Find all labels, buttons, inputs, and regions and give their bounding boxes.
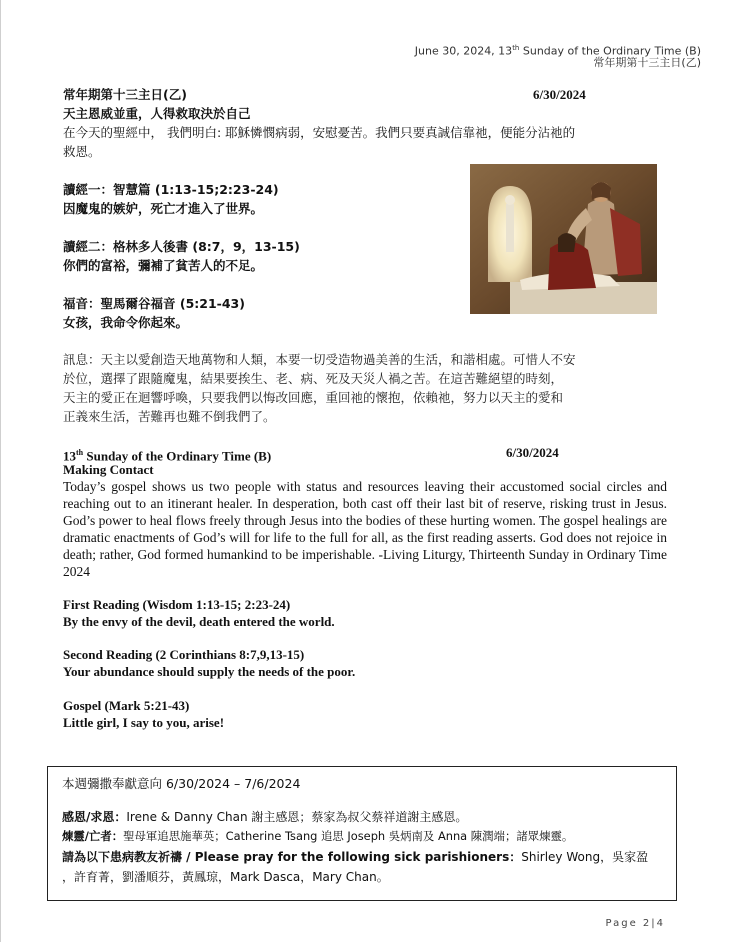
chinese-message-line-1: 訊息：天主以愛創造天地萬物和人類，本要一切受造物過美善的生活，和諧相處。可惜人不安	[63, 352, 576, 367]
chinese-message	[63, 350, 667, 426]
sick-intention: 請為以下患病教友祈禱 / Please pray for the following sick parishioners：Shirley Wong，吳家盈	[62, 850, 649, 864]
english-reading2-title: Second Reading (2 Corinthians 8:7,9,13-15)	[63, 647, 305, 662]
chinese-intro-line-1: 在今天的聖經中， 我們明白: 耶穌憐憫病弱，安慰憂苦。我們只要真誠信靠祂，便能分沾祂的	[63, 125, 576, 140]
chinese-date: 6/30/2024	[533, 87, 586, 102]
english-reading1-text: By the envy of the devil, death entered the world.	[63, 614, 335, 629]
chinese-intro-line-2: 救恩。	[63, 144, 101, 159]
header-chinese-title: 常年期第十三主日(乙)	[593, 56, 701, 69]
english-gospel-text: Little girl, I say to you, arise!	[63, 715, 225, 730]
english-subtitle: Making Contact	[63, 462, 154, 477]
page-number: Page 2|4	[605, 918, 665, 929]
mass-intentions-box	[47, 766, 677, 901]
gospel-painting	[470, 164, 657, 314]
sick-names-continued: ，許育菁，劉潘順芬，黃鳳琼，Mark Dasca，Mary Chan。	[62, 870, 389, 884]
chinese-theme: 天主恩威並重，人得救取決於自己	[63, 106, 251, 121]
chinese-message-line-3: 天主的愛正在迴響呼喚，只要我們以悔改回應，重回祂的懷抱，依賴祂，努力以天主的愛和	[63, 390, 564, 405]
chinese-reading1-text: 因魔鬼的嫉妒，死亡才進入了世界。	[63, 201, 264, 216]
english-title: 13th Sunday of the Ordinary Time (B)	[63, 448, 272, 464]
souls-intention: 煉靈/亡者：聖母軍追思施華英；Catherine Tsang 追思 Joseph 吳炳南及 Anna 陳潤端；諸眾煉靈。	[62, 829, 574, 843]
header-date-line: June 30, 2024, 13th Sunday of the Ordinary Time (B)	[414, 44, 701, 58]
chinese-gospel-title: 福音：聖馬爾谷福音 (5:21-43)	[63, 296, 245, 311]
english-gospel-title: Gospel (Mark 5:21-43)	[63, 698, 190, 713]
english-reading2-text: Your abundance should supply the needs of the poor.	[63, 664, 356, 679]
chinese-message-line-2: 於位，選擇了跟隨魔鬼，結果要挨生、老、病、死及天災人禍之苦。在這苦難絕望的時刻，	[63, 371, 564, 386]
gospel-painting-art	[470, 164, 657, 314]
chinese-reading1-title: 讀經一：智慧篇 (1:13-15;2:23-24)	[63, 182, 279, 197]
english-date: 6/30/2024	[506, 445, 559, 460]
english-reflection: Today’s gospel shows us two people with status and resources leaving their accustomed social circles and reaching out to an itinerant healer. In desperation, both cast off their last bit of reserve, risking trust in Jesus. God’s power to heal flows freely through Jesus into the bodies of these hurting women. The gospel healings are dramatic enactments of God’s will for life to the full for all, as the first reading asserts. God does not rejoice in death; rather, God formed humankind to be imperishable. -Living Liturgy, Thirteenth Sunday in Ordinary Time 2024	[63, 479, 667, 579]
chinese-message-line-4: 正義來生活，苦難再也難不倒我們了。	[63, 409, 276, 424]
chinese-gospel-text: 女孩，我命令你起來。	[63, 315, 189, 330]
chinese-reading2-title: 讀經二：格林多人後書 (8:7，9，13-15)	[63, 239, 300, 254]
chinese-reading2-text: 你們的富裕，彌補了貧苦人的不足。	[63, 258, 264, 273]
page-edge	[0, 0, 1, 942]
mass-intentions-heading: 本週彌撒奉獻意向 6/30/2024 – 7/6/2024	[62, 776, 301, 791]
english-reading1-title: First Reading (Wisdom 1:13-15; 2:23-24)	[63, 597, 291, 612]
chinese-title: 常年期第十三主日(乙)	[63, 87, 187, 102]
thanks-intention: 感恩/求恩：Irene & Danny Chan 謝主感恩；蔡家為叔父蔡祥道謝主感恩。	[62, 810, 468, 824]
